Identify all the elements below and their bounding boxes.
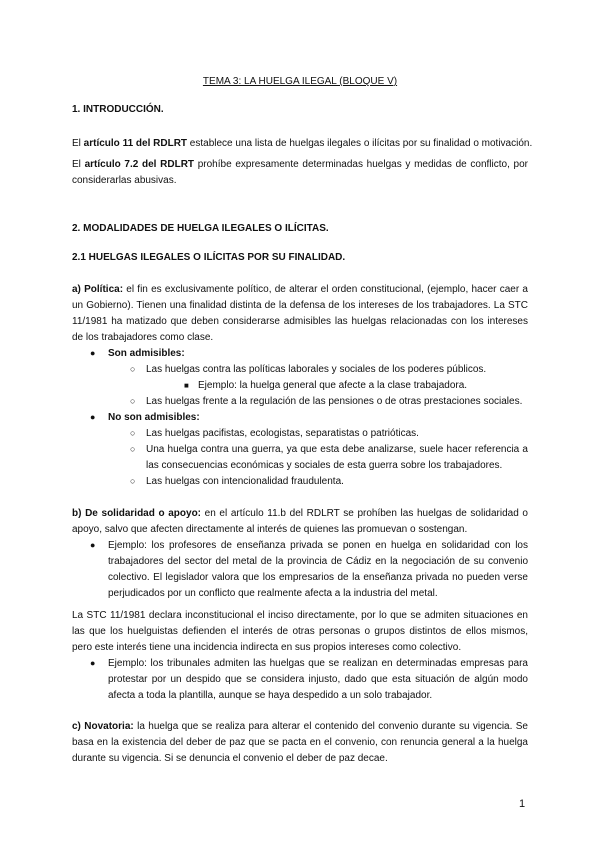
politica-line-2: un Gobierno). Tienen una finalidad distinta de la defensa de los intereses de los trabajadores. La STC <box>72 300 528 311</box>
document-title: TEMA 3: LA HUELGA ILEGAL (BLOQUE V) <box>202 76 398 87</box>
article-reference: artículo 7.2 del RDLRT <box>84 159 195 170</box>
politica-line-4: de los trabajadores como clase. <box>72 332 214 343</box>
square-bullet-icon: ■ <box>184 381 189 390</box>
politica-label: a) Política: <box>72 284 124 295</box>
solidaridad-line-1: b) De solidaridad o apoyo: en el artículo 11.b del RDLRT se prohíben las huelgas de solidaridad o <box>72 508 528 519</box>
politica-line-1: a) Política: el fin es exclusivamente político, de alterar el orden constitucional, (ejemplo, hacer caer a <box>72 284 528 295</box>
solidaridad-line-2: apoyo, salvo que afecten directamente al interés de quienes las promuevan o sostengan. <box>72 524 468 535</box>
no-admisible-item-1: Las huelgas pacifistas, ecologistas, separatistas o patrióticas. <box>146 428 419 439</box>
no-admisible-item-2: Una huelga contra una guerra, ya que esta debe analizarse, suele hacer referencia a <box>146 444 528 455</box>
solidaridad-example-6: protestar por un despido que se considera injusto, dado que esta situación de algún modo <box>108 674 528 685</box>
novatoria-line-1: c) Novatoria: la huelga que se realiza para alterar el contenido del convenio durante su vigencia. Se <box>72 721 528 732</box>
circle-bullet-icon: ○ <box>130 428 136 438</box>
circle-bullet-icon: ○ <box>130 444 136 454</box>
politica-line-3: 11/1981 ha matizado que deben considerarse admisibles las huelgas relacionadas con los intereses <box>72 316 528 327</box>
intro-paragraph-2-cont: considerarlas abusivas. <box>72 175 177 186</box>
novatoria-label: c) Novatoria: <box>72 721 134 732</box>
bullet-icon: ● <box>90 348 96 358</box>
solidaridad-example-2: trabajadores del sector del metal de la provincia de Cádiz en la negociación de su convenio <box>108 556 528 567</box>
intro-paragraph-2: El artículo 7.2 del RDLRT prohíbe expresamente determinadas huelgas y medidas de conflicto, por <box>72 159 529 170</box>
novatoria-line-3: durante su vigencia. Si se denuncia el convenio el deber de paz decae. <box>72 753 388 764</box>
heading-finalidad: 2.1 HUELGAS ILEGALES O ILÍCITAS POR SU FINALIDAD. <box>72 252 346 263</box>
stc-line-1: La STC 11/1981 declara inconstitucional el inciso directamente, por lo que se admiten situaciones en <box>72 610 528 621</box>
article-reference: artículo 11 del RDLRT <box>83 138 188 149</box>
page-number: 1 <box>519 798 526 810</box>
bullet-icon: ● <box>90 658 96 668</box>
admisible-item-1: Las huelgas contra las políticas laborales y sociales de los poderes públicos. <box>146 364 487 375</box>
admisibles-label: Son admisibles: <box>108 348 185 359</box>
no-admisible-item-2-cont: las consecuencias económicas y sociales de esta guerra sobre los trabajadores. <box>146 460 503 471</box>
intro-paragraph-1: El artículo 11 del RDLRT establece una lista de huelgas ilegales o ilícitas por su finalidad o motivación. <box>72 138 533 149</box>
stc-line-3: pero este interés tiene una incidencia indirecta en sus propios intereses como colectivo. <box>72 642 462 653</box>
stc-line-2: las que los huelguistas defienden el interés de otras personas o grupos distintos de ellos mismos, <box>72 626 528 637</box>
circle-bullet-icon: ○ <box>130 364 136 374</box>
solidaridad-example-7: afecta a toda la plantilla, aunque se haya despedido a un solo trabajador. <box>108 690 433 701</box>
solidaridad-example-3: colectivo. El legislador valora que los empresarios de la enseñanza privada no pueden verse <box>108 572 528 583</box>
heading-introduccion: 1. INTRODUCCIÓN. <box>72 104 164 115</box>
solidaridad-example-4: perjudicados por un conflicto que realmente afecta a la industria del metal. <box>108 588 438 599</box>
circle-bullet-icon: ○ <box>130 476 136 486</box>
no-admisibles-label: No son admisibles: <box>108 412 200 423</box>
solidaridad-label: b) De solidaridad o apoyo: <box>72 508 202 519</box>
novatoria-line-2: basa en la existencia del deber de paz que se pacta en el convenio, con renuncia general a la huelga <box>72 737 528 748</box>
heading-modalidades: 2. MODALIDADES DE HUELGA ILEGALES O ILÍCITAS. <box>72 223 329 234</box>
solidaridad-example-5: Ejemplo: los tribunales admiten las huelgas que se realizan en determinadas empresas para <box>108 658 528 669</box>
admisible-item-1-example: Ejemplo: la huelga general que afecte a la clase trabajadora. <box>198 380 468 391</box>
bullet-icon: ● <box>90 540 96 550</box>
circle-bullet-icon: ○ <box>130 396 136 406</box>
solidaridad-example-1: Ejemplo: los profesores de enseñanza privada se ponen en huelga en solidaridad con los <box>108 540 528 551</box>
no-admisible-item-3: Las huelgas con intencionalidad fraudulenta. <box>146 476 344 487</box>
admisible-item-2: Las huelgas frente a la regulación de las pensiones o de otras prestaciones sociales. <box>146 396 523 407</box>
bullet-icon: ● <box>90 412 96 422</box>
